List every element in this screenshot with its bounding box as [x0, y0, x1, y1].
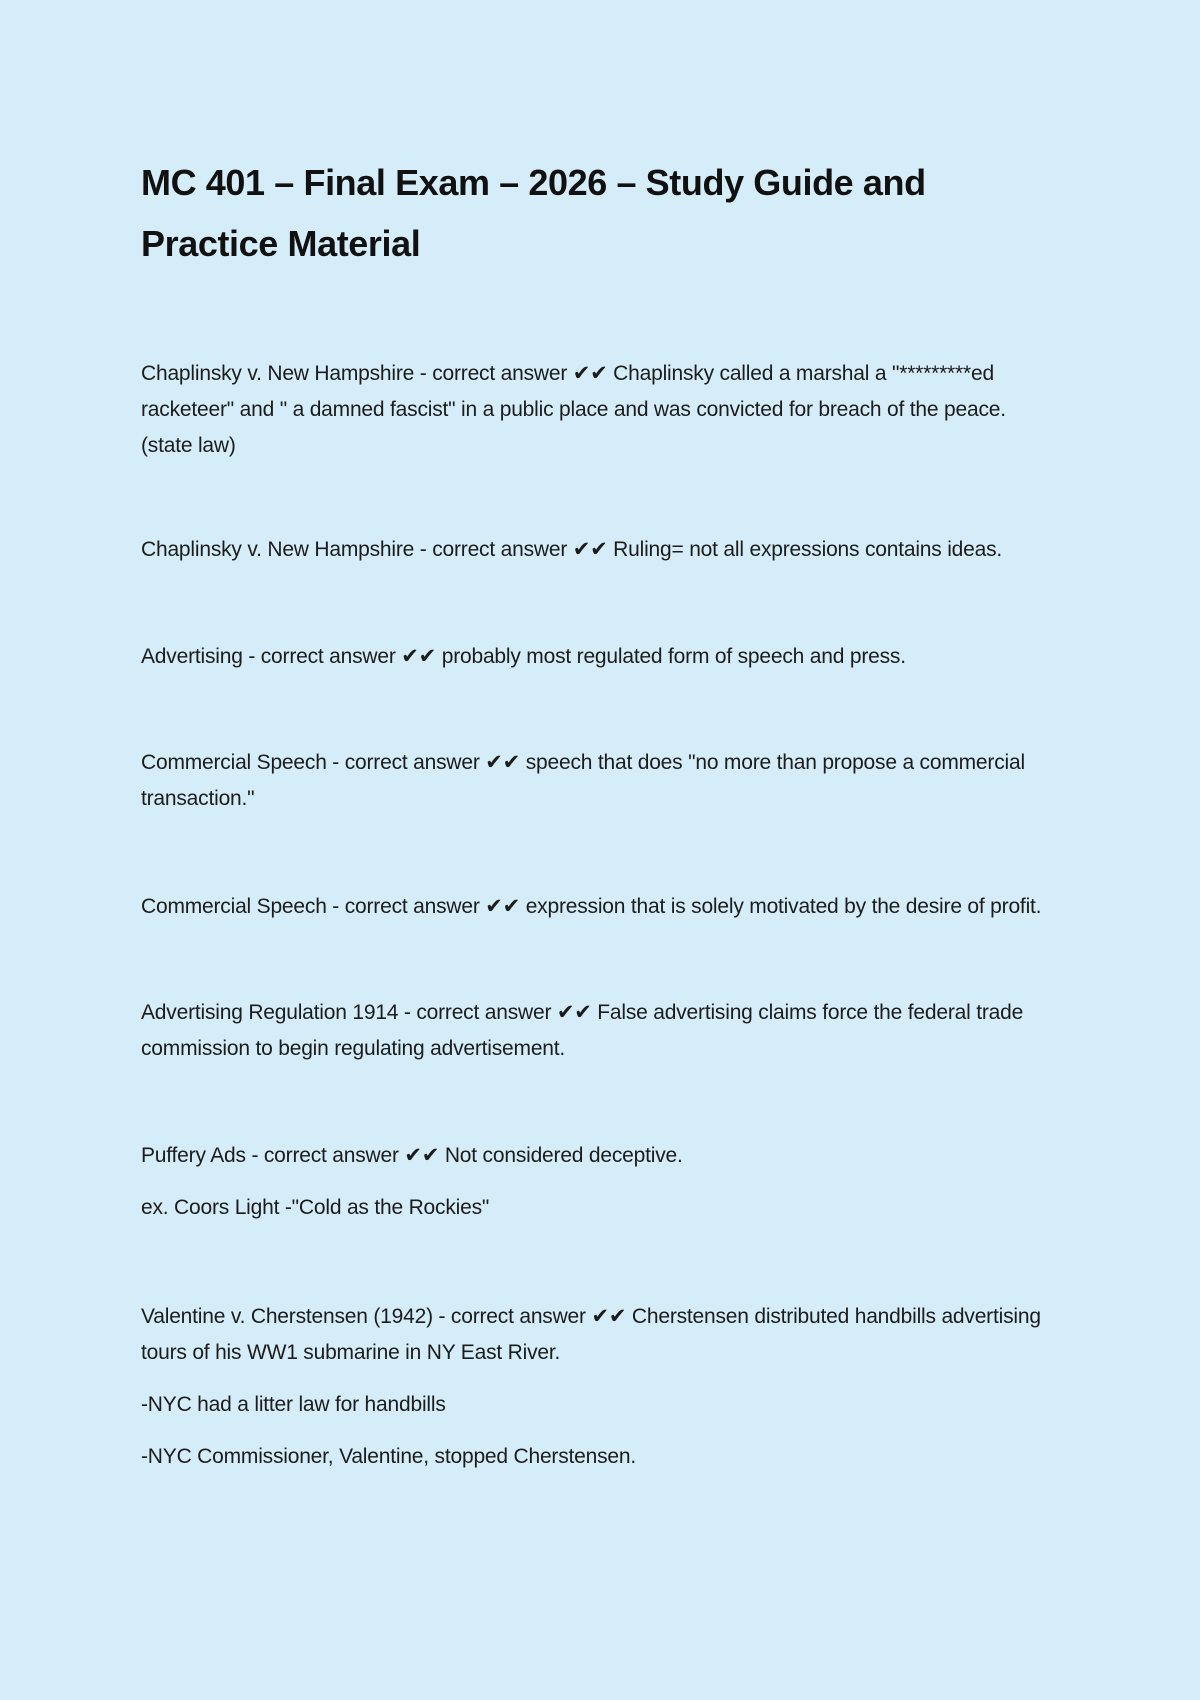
entry-text: Puffery Ads - correct answer ✔✔ Not considered deceptive. — [141, 1144, 683, 1167]
entry-text: Advertising Regulation 1914 - correct answer ✔✔ False advertising claims force the federal trade commission to begin regulating advertisement. — [141, 1001, 1024, 1060]
entry-text: Commercial Speech - correct answer ✔✔ expression that is solely motivated by the desire of profit. — [141, 895, 1042, 918]
entry-text: Commercial Speech - correct answer ✔✔ speech that does "no more than propose a commercial transaction." — [141, 751, 1025, 810]
study-entry — [141, 1299, 1061, 1475]
study-entry — [141, 639, 1061, 675]
study-entry — [141, 889, 1061, 925]
study-entry — [141, 356, 1061, 464]
study-entry — [141, 532, 1061, 568]
entry-text: Chaplinsky v. New Hampshire - correct answer ✔✔ Ruling= not all expressions contains ideas. — [141, 538, 1003, 561]
study-entry — [141, 745, 1061, 817]
study-entry — [141, 1138, 1061, 1226]
entry-note: -NYC Commissioner, Valentine, stopped Cherstensen. — [141, 1445, 637, 1468]
entry-example: ex. Coors Light -"Cold as the Rockies" — [141, 1196, 490, 1219]
document-title: MC 401 – Final Exam – 2026 – Study Guide and Practice Material — [141, 162, 926, 264]
entry-text: Chaplinsky v. New Hampshire - correct answer ✔✔ Chaplinsky called a marshal a "*********ed racketeer" and " a damned fascist" in a public place and was convicted for breach of the peace. (state law) — [141, 362, 1006, 457]
entry-note: -NYC had a litter law for handbills — [141, 1393, 446, 1416]
entry-text: Valentine v. Cherstensen (1942) - correct answer ✔✔ Cherstensen distributed handbills advertising tours of his WW1 submarine in NY East River. — [141, 1305, 1041, 1364]
study-entry — [141, 995, 1061, 1067]
study-entries — [141, 356, 1070, 1475]
entry-text: Advertising - correct answer ✔✔ probably most regulated form of speech and press. — [141, 645, 906, 668]
